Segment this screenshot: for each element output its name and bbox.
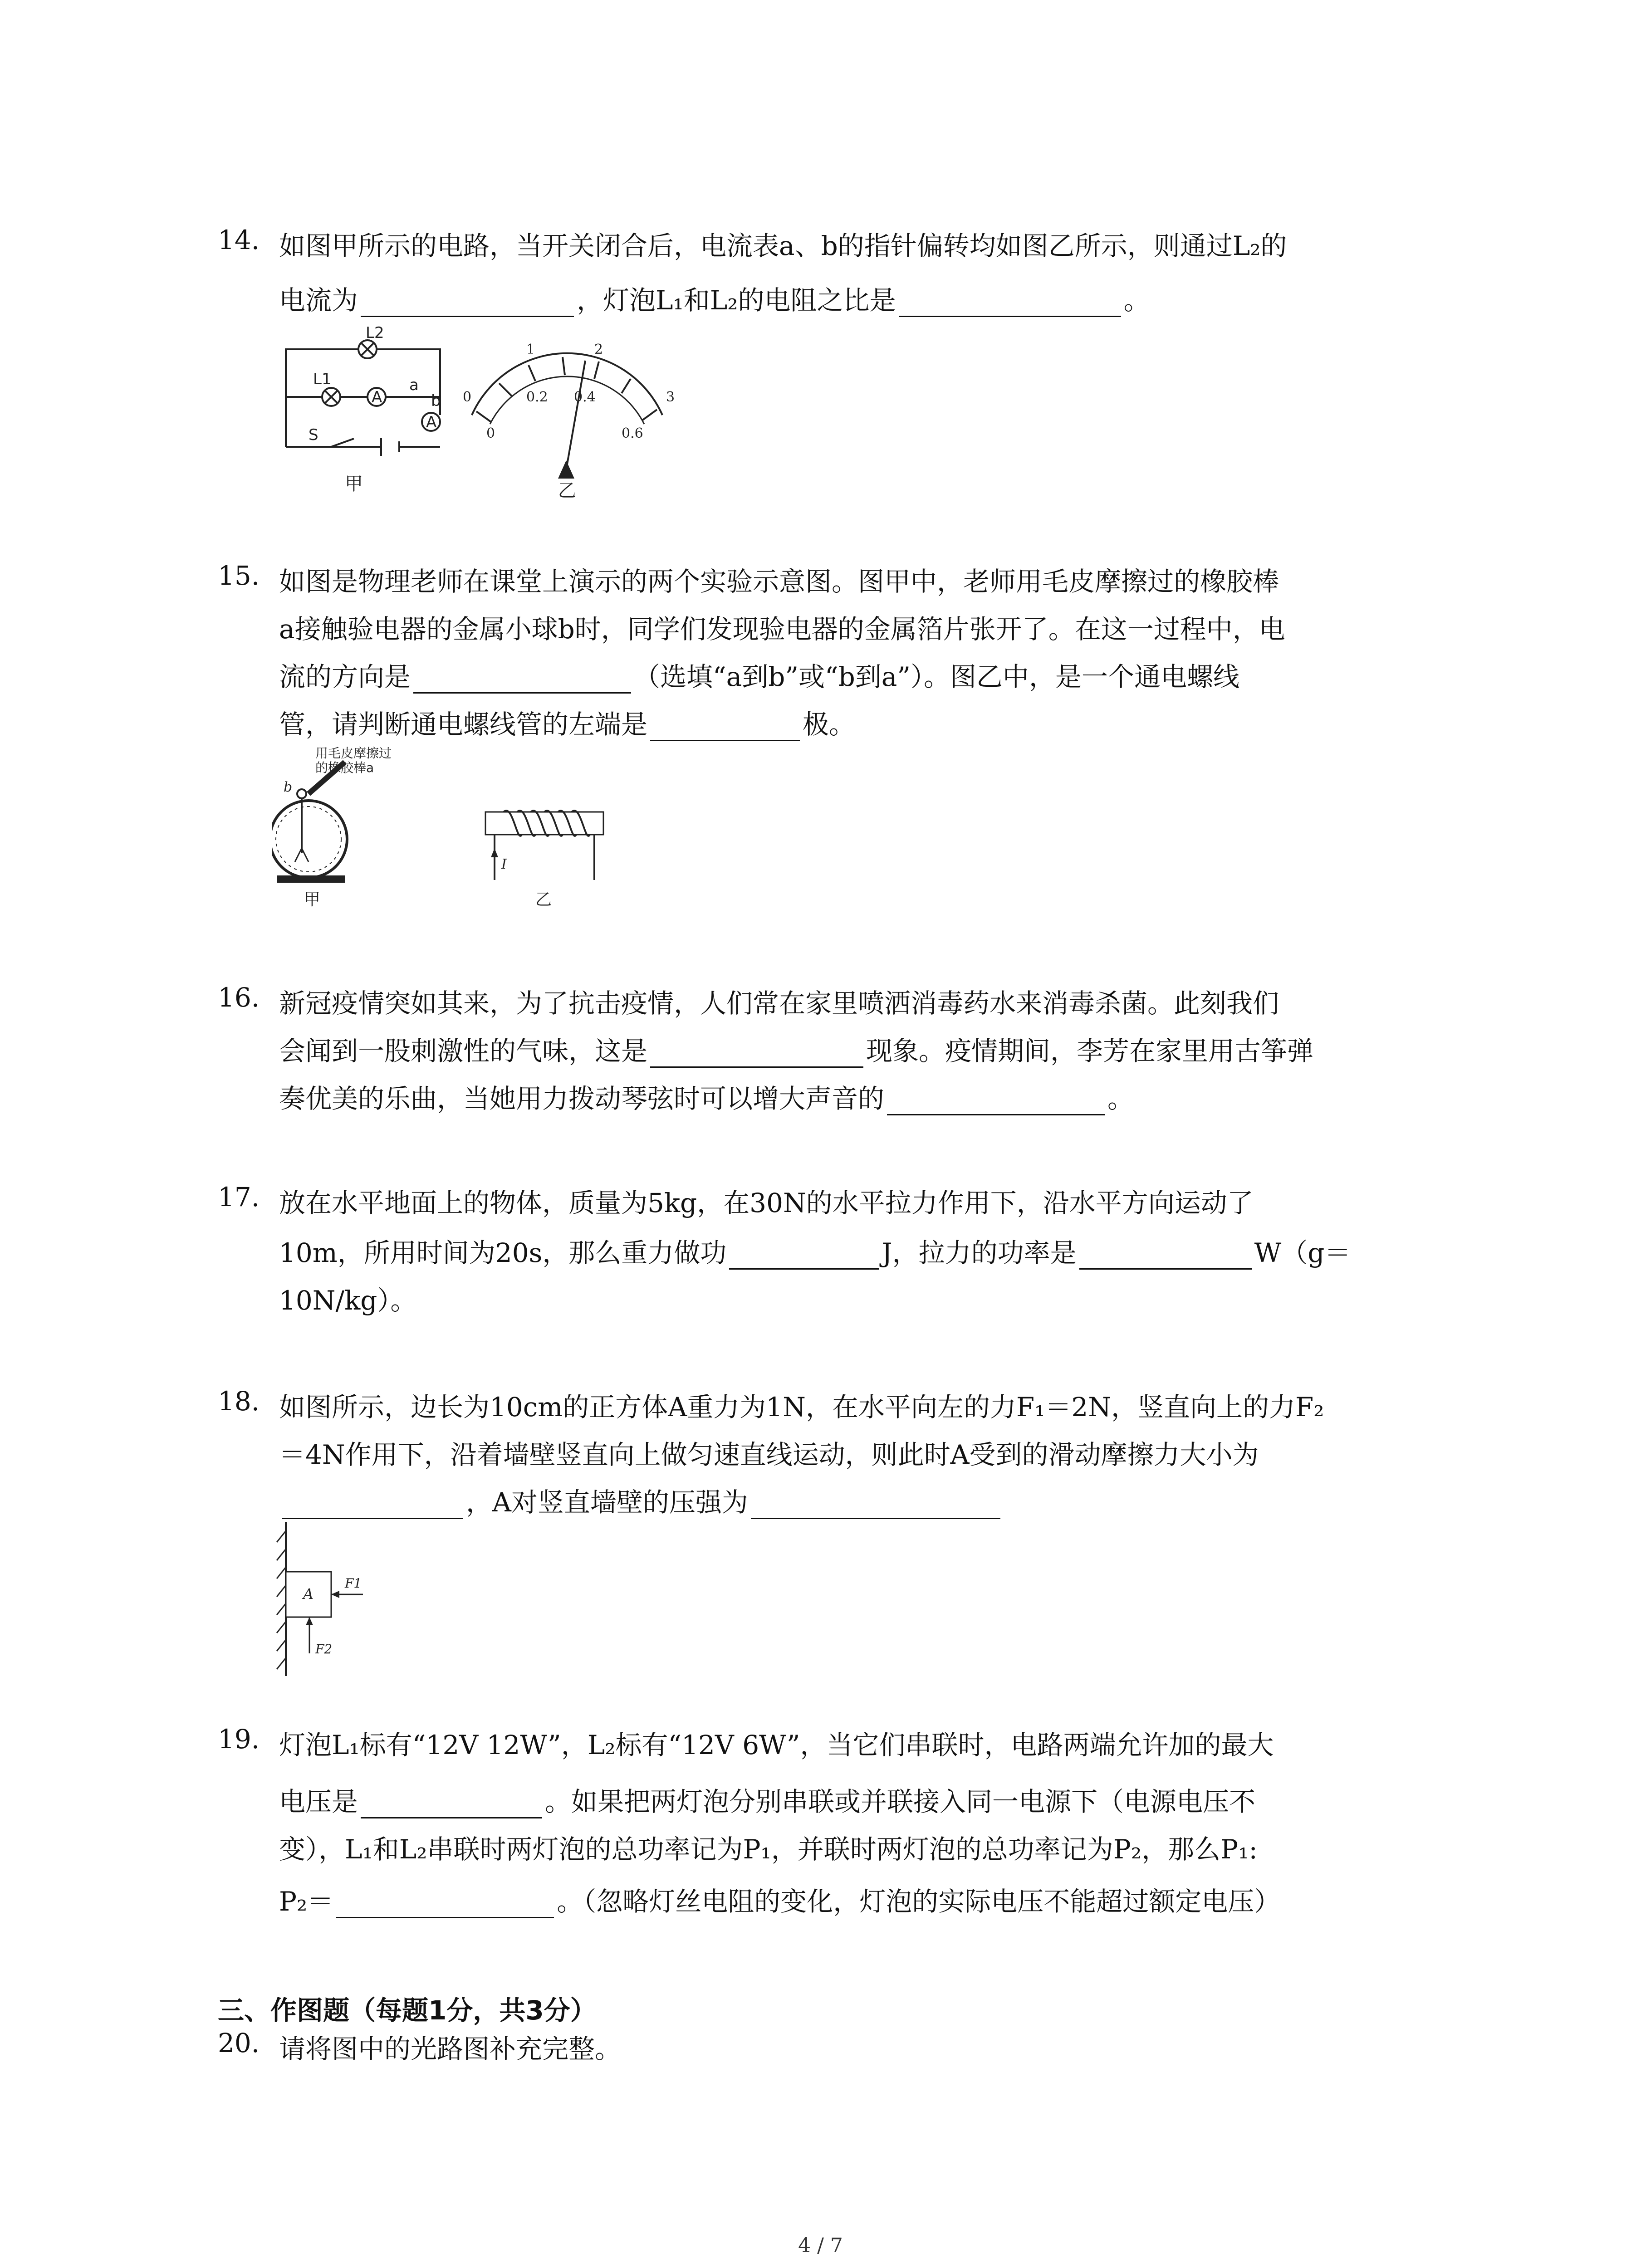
q17-line1: 放在水平地面上的物体，质量为5kg，在30N的水平拉力作用下，沿水平方向运动了 (279, 1188, 1254, 1218)
q14-S-label: S (309, 426, 318, 444)
q17-line3: 10N/kg）。 (279, 1285, 417, 1316)
q15-rod-label-2: 的橡胶棒a (315, 760, 374, 775)
q15-blank1[interactable] (413, 666, 631, 694)
q20-line1: 请将图中的光路图补充完整。 (279, 2033, 622, 2064)
q19-line4-b: 。（忽略灯丝电阻的变化，灯泡的实际电压不能超过额定电压） (557, 1886, 1281, 1917)
q14-number: 14. (218, 225, 260, 255)
q19-blank2[interactable] (336, 1891, 554, 1918)
q18-F1-label: F1 (345, 1576, 362, 1591)
q14-dial-tick-0: 0 (463, 389, 472, 405)
q16-line1: 新冠疫情突如其来，为了抗击疫情，人们常在家里喷洒消毒药水来消毒杀菌。此刻我们 (279, 988, 1279, 1019)
q14-L1-label: L1 (313, 370, 332, 388)
q14-ammeter-a-symbol: A (372, 388, 382, 406)
q19-line4-a: P₂＝ (279, 1886, 334, 1917)
q17-line2-a: 10m，所用时间为20s，那么重力做功 (279, 1237, 727, 1268)
q20-number: 20. (218, 2028, 260, 2058)
q19-line2-a: 电压是 (279, 1786, 358, 1817)
q18-blank1[interactable] (282, 1491, 463, 1519)
q15-line4-b: 极。 (803, 709, 856, 740)
q15-fig-yi: 乙 (535, 890, 552, 909)
page-number: 4 / 7 (798, 2234, 843, 2257)
q18-line2: ＝4N作用下，沿着墙壁竖直向上做匀速直线运动，则此时A受到的滑动摩擦力大小为 (279, 1439, 1259, 1470)
q19-number: 19. (218, 1724, 260, 1755)
q16-blank2[interactable] (887, 1088, 1105, 1115)
q18-wall-block-figure (272, 1517, 408, 1681)
q18-F2-label: F2 (315, 1642, 333, 1657)
q14-fig-yi: 乙 (558, 480, 576, 501)
q19-line1: 灯泡L₁标有“12V 12W”，L₂标有“12V 6W”，当它们串联时，电路两端允许加的最大 (279, 1730, 1274, 1760)
q14-line2-c: 。 (1123, 285, 1150, 316)
q17-blank1[interactable] (729, 1242, 879, 1270)
q18-number: 18. (218, 1386, 260, 1417)
q17-blank2[interactable] (1079, 1242, 1252, 1270)
q19-blank1[interactable] (361, 1791, 542, 1818)
q17-number: 17. (218, 1182, 260, 1212)
q15-line4-a: 管，请判断通电螺线管的左端是 (279, 709, 648, 740)
q18-line3 (279, 1481, 1003, 1519)
q18-blank2[interactable] (751, 1491, 1000, 1519)
q16-line2 (279, 1030, 1313, 1068)
q15-electroscope-figure (272, 744, 408, 912)
q14-line2-a: 电流为 (279, 285, 358, 316)
q19-line4 (279, 1880, 1280, 1918)
q14-line2-b: ，灯泡L₁和L₂的电阻之比是 (577, 285, 896, 316)
q14-a-label: a (409, 376, 419, 394)
q14-ammeter-b-symbol: A (426, 413, 437, 431)
q17-line2 (279, 1232, 1351, 1270)
q17-line2-c: W（g＝ (1254, 1237, 1351, 1268)
q16-line2-a: 会闻到一股刺激性的气味，这是 (279, 1036, 648, 1066)
q14-dial-tick-2: 2 (594, 342, 603, 357)
q15-fig-jia: 甲 (304, 890, 321, 909)
q16-line3-b: 。 (1107, 1083, 1134, 1114)
q15-number: 15. (218, 560, 260, 591)
q14-dial-tick-3: 3 (666, 389, 675, 405)
q16-number: 16. (218, 982, 260, 1013)
q14-fig-jia: 甲 (345, 474, 363, 494)
q14-line2 (279, 279, 1150, 317)
q16-line3 (279, 1077, 1134, 1115)
q17-line2-b: J，拉力的功率是 (882, 1237, 1077, 1268)
q14-circuit-figure (277, 324, 467, 506)
q18-line3-b: ，A对竖直墙壁的压强为 (466, 1487, 748, 1518)
q14-dial-tick-1: 1 (526, 342, 535, 357)
q14-blank2[interactable] (899, 289, 1121, 317)
q14-dial-small-02: 0.2 (526, 389, 548, 405)
q15-line3-a: 流的方向是 (279, 661, 411, 692)
section-3-heading: 三、作图题（每题1分，共3分） (218, 1995, 597, 2026)
q15-solenoid-figure (476, 803, 612, 916)
q15-blank2[interactable] (650, 714, 800, 741)
q14-b-label: b (431, 392, 441, 410)
q14-ammeter-dial-figure (449, 333, 685, 506)
q18-A-label: A (303, 1585, 314, 1603)
q15-I-label: I (501, 856, 507, 872)
q15-b-label: b (284, 779, 293, 795)
q14-dial-small-04: 0.4 (574, 389, 596, 405)
q19-line2 (279, 1780, 1255, 1818)
q16-line2-b: 现象。疫情期间，李芳在家里用古筝弹 (866, 1036, 1314, 1066)
q14-dial-small-0: 0 (486, 425, 495, 441)
q16-line3-a: 奏优美的乐曲，当她用力拨动琴弦时可以增大声音的 (279, 1083, 885, 1114)
q14-dial-small-06: 0.6 (622, 425, 643, 441)
q15-line4 (279, 703, 855, 741)
q14-line1: 如图甲所示的电路，当开关闭合后，电流表a、b的指针偏转均如图乙所示，则通过L₂的 (279, 230, 1287, 261)
q15-rod-label-1: 用毛皮摩擦过 (315, 746, 392, 761)
q15-line1: 如图是物理老师在课堂上演示的两个实验示意图。图甲中，老师用毛皮摩擦过的橡胶棒 (279, 566, 1279, 597)
q15-line2: a接触验电器的金属小球b时，同学们发现验电器的金属箔片张开了。在这一过程中，电 (279, 614, 1285, 645)
q18-line1: 如图所示，边长为10cm的正方体A重力为1N，在水平向左的力F₁＝2N，竖直向上的力F₂ (279, 1392, 1324, 1422)
q14-blank1[interactable] (361, 289, 574, 317)
q15-line3 (279, 655, 1239, 694)
q19-line2-b: 。如果把两灯泡分别串联或并联接入同一电源下（电源电压不 (545, 1786, 1256, 1817)
q15-line3-b: （选填“a到b”或“b到a”）。图乙中，是一个通电螺线 (634, 661, 1240, 692)
q19-line3: 变），L₁和L₂串联时两灯泡的总功率记为P₁，并联时两灯泡的总功率记为P₂，那么P₁: (279, 1834, 1258, 1865)
q14-L2-label: L2 (366, 324, 384, 342)
q16-blank1[interactable] (650, 1040, 863, 1068)
